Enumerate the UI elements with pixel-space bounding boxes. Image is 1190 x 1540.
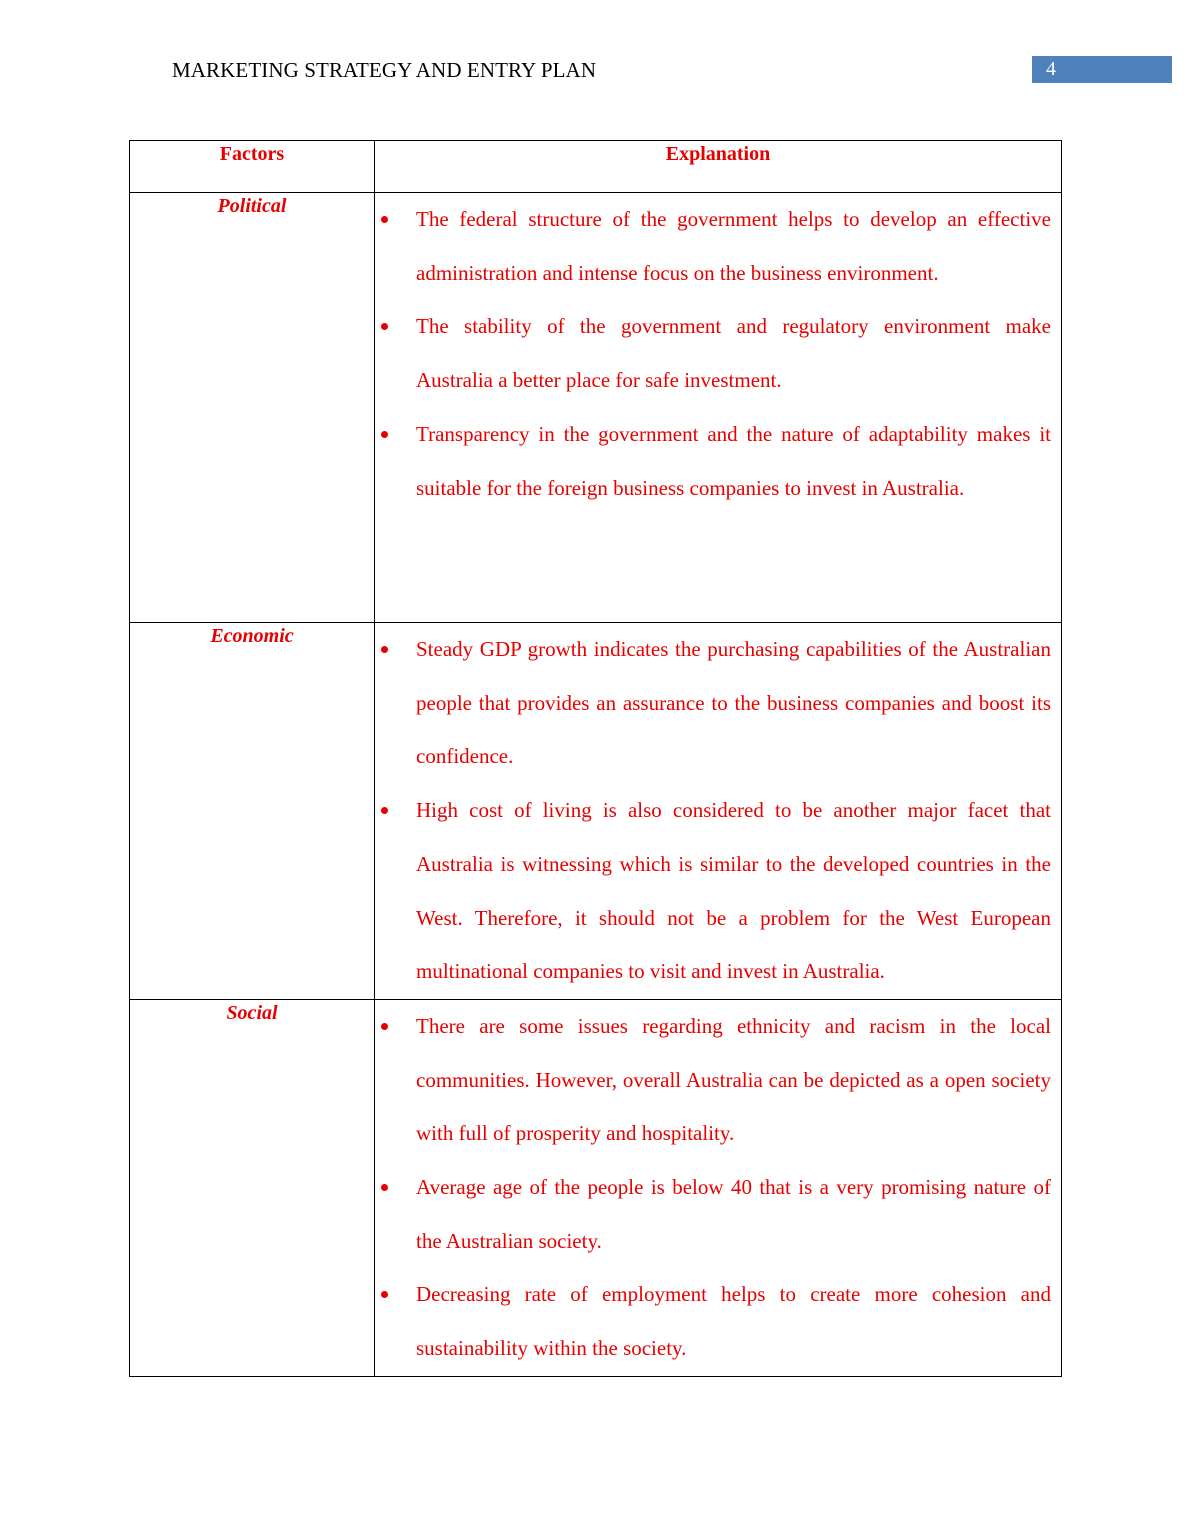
bullet-item <box>375 300 1051 407</box>
factor-cell <box>130 193 375 623</box>
explanation-cell <box>375 623 1062 1000</box>
running-header-title: MARKETING STRATEGY AND ENTRY PLAN <box>172 58 597 82</box>
bullet-text: Average age of the people is below 40 that is a very promising nature of the Australian society. <box>416 1175 1051 1253</box>
bullet-text: High cost of living is also considered to be another major facet that Australia is witnessing which is similar to the developed countries in the West. Therefore, it should not be a problem for the West European multinational companies to visit and invest in Australia. <box>416 798 1051 984</box>
bullet-dot-icon <box>381 1184 388 1191</box>
bullet-text: Steady GDP growth indicates the purchasing capabilities of the Australian people that provides an assurance to the business companies and boost its confidence. <box>416 637 1051 769</box>
table-header-row <box>130 141 1062 193</box>
factor-label: Economic <box>210 625 294 647</box>
bullet-item <box>375 1161 1051 1268</box>
factor-label: Social <box>226 1001 278 1024</box>
factor-cell <box>130 999 375 1376</box>
pest-analysis-table <box>129 140 1062 1377</box>
bullet-list <box>375 193 1051 515</box>
bullet-dot-icon <box>381 807 388 814</box>
explanation-cell <box>375 999 1062 1376</box>
bullet-dot-icon <box>381 1291 388 1298</box>
bullet-text: Transparency in the government and the nature of adaptability makes it suitable for the foreign business companies to invest in Australia. <box>416 421 1051 500</box>
table-row-economic <box>130 623 1062 1000</box>
bullet-dot-icon <box>381 431 388 438</box>
page-number: 4 <box>1032 56 1172 83</box>
bullet-item <box>375 193 1051 300</box>
bullet-item <box>375 1268 1051 1375</box>
bullet-item <box>375 1000 1051 1161</box>
bullet-text: There are some issues regarding ethnicity and racism in the local communities. However, overall Australia can be depicted as a open society with full of prosperity and hospitality. <box>416 1013 1051 1146</box>
bullet-text: Decreasing rate of employment helps to create more cohesion and sustainability within the society. <box>416 1282 1051 1361</box>
factor-label: Political <box>217 195 287 217</box>
bullet-dot-icon <box>381 646 388 653</box>
factor-cell <box>130 623 375 1000</box>
bullet-item <box>375 784 1051 999</box>
bullet-dot-icon <box>381 216 388 223</box>
explanation-cell <box>375 193 1062 623</box>
bullet-text: The federal structure of the government helps to develop an effective administration and intense focus on the business environment. <box>416 207 1051 285</box>
table-row-political <box>130 193 1062 623</box>
bullet-list <box>375 623 1051 999</box>
bullet-item <box>375 623 1051 784</box>
column-header-explanation: Explanation <box>375 141 1062 193</box>
column-header-factors: Factors <box>130 141 375 193</box>
bullet-dot-icon <box>381 1023 388 1030</box>
table-row-social <box>130 999 1062 1376</box>
bullet-text: The stability of the government and regulatory environment make Australia a better place for safe investment. <box>416 314 1051 393</box>
bullet-item <box>375 408 1051 515</box>
bullet-dot-icon <box>381 323 388 330</box>
bullet-list <box>375 1000 1051 1376</box>
